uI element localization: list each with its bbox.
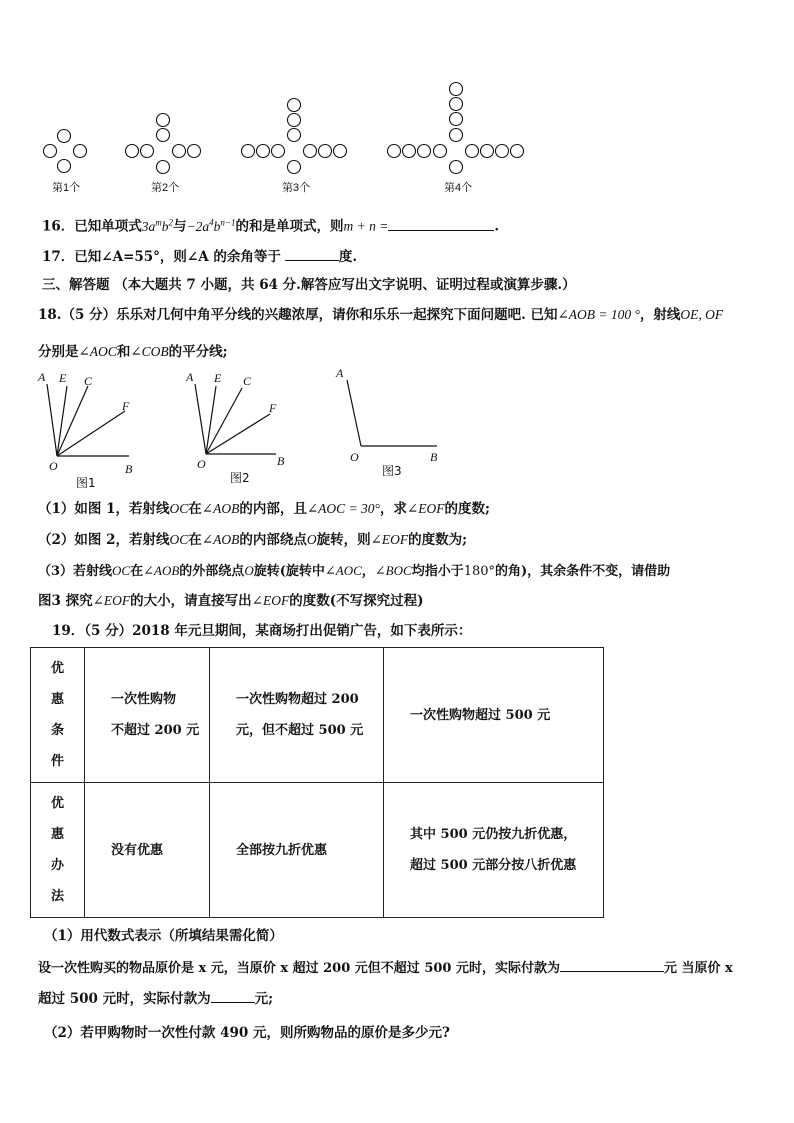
cell-condition-2: 一次性购物超过 200 元，但不超过 500 元 (210, 648, 384, 783)
row-header-methods: 优 惠 办 法 (31, 783, 85, 918)
cell-method-1: 没有优惠 (85, 783, 210, 918)
q16-tail: 的和是单项式，则 (235, 218, 344, 235)
cell-condition-1: 一次性购物 不超过 200 元 (85, 648, 210, 783)
q17-answer-blank[interactable] (285, 248, 339, 261)
pattern-caption-2: 第2个 (151, 182, 180, 194)
fig2-point-a: A (186, 370, 194, 384)
fig1-caption: 图1 (76, 476, 96, 490)
q19-blank-2[interactable] (211, 990, 255, 1003)
q17-text: 17．已知∠A=55°，则∠A 的余角等于 (42, 249, 281, 265)
pattern-2 (126, 114, 201, 174)
question-19-part1-line3: 超过 500 元时，实际付款为 元; (38, 991, 274, 1007)
fig1-point-b: B (125, 462, 133, 476)
fig2-point-e: E (214, 371, 222, 385)
pattern-3 (242, 99, 347, 174)
question-16 (42, 213, 499, 236)
q16-prefix: 16．已知单项式 (42, 218, 142, 235)
fig2-point-c: C (243, 374, 252, 388)
circle-pattern-figure (30, 78, 550, 178)
q16-mid: 与 (173, 218, 187, 235)
question-18-part3-line2: 图3 探究∠EOF的大小，请直接写出∠EOF的度数(不写探究过程) (38, 593, 424, 609)
question-18-line1: 18.（5 分）乐乐对几何中角平分线的兴趣浓厚，请你和乐乐一起探究下面问题吧. 已知∠AOB = 100 °，射线OE, OF (38, 307, 724, 323)
fig2-point-o: O (197, 457, 206, 471)
table-row-methods (31, 783, 604, 918)
q16-term1: $3a^mb^2$ (141, 217, 174, 234)
fig2-point-b: B (277, 454, 285, 468)
question-18-part2: （2）如图 2，若射线OC在∠AOB的内部绕点O旋转，则∠EOF的度数为; (38, 532, 468, 548)
question-19-intro: 19．（5 分）2018 年元旦期间，某商场打出促销广告，如下表所示： (52, 623, 472, 639)
q17-end: 度. (338, 249, 358, 265)
cell-method-3: 其中 500 元仍按九折优惠， 超过 500 元部分按八折优惠 (384, 783, 604, 918)
question-18-part1: （1）如图 1，若射线OC在∠AOB的内部，且∠AOC = 30°，求∠EOF的度数; (38, 501, 490, 517)
q16-answer-blank[interactable] (388, 218, 494, 231)
question-17 (42, 248, 357, 266)
fig1-point-f: F (122, 399, 130, 413)
fig1-point-c: C (84, 374, 93, 388)
fig3-point-a: A (336, 366, 344, 380)
fig2-caption: 图2 (230, 471, 250, 485)
fig3-point-o: O (350, 450, 359, 464)
question-19-part1-line2: 设一次性购买的物品原价是 x 元，当原价 x 超过 200 元但不超过 500 元时，实际付款为 元 当原价 x (38, 961, 733, 976)
pattern-caption-4: 第4个 (444, 182, 473, 194)
section-3-heading: 三、解答题 （本大题共 7 小题，共 64 分.解答应写出文字说明、证明过程或演算步骤.） (42, 277, 576, 293)
fig1-point-e: E (59, 371, 67, 385)
row-header-conditions: 优 惠 条 件 (31, 648, 85, 783)
pattern-caption-3: 第3个 (282, 182, 311, 194)
question-19-part1: （1）用代数式表示（所填结果需化简） (44, 928, 283, 944)
pattern-1 (44, 130, 87, 173)
fig2-point-f: F (269, 401, 277, 415)
q16-end: . (494, 218, 500, 235)
fig3-point-b: B (430, 450, 438, 464)
q16-expr: m + n = (343, 218, 389, 234)
fig1-point-o: O (49, 459, 58, 473)
q16-term2: $-2a^4b^{n-1}$ (186, 217, 236, 234)
promotion-table (30, 647, 604, 918)
fig3-caption: 图3 (382, 464, 402, 478)
cell-method-2: 全部按九折优惠 (210, 783, 384, 918)
cell-condition-3: 一次性购物超过 500 元 (384, 648, 604, 783)
q19-blank-1[interactable] (560, 959, 664, 972)
question-18-line2: 分别是∠AOC和∠COB的平分线; (38, 344, 228, 360)
fig1-point-a: A (38, 370, 46, 384)
question-19-part2: （2）若甲购物时一次性付款 490 元，则所购物品的原价是多少元? (44, 1025, 450, 1041)
question-18-part3: （3）若射线OC在∠AOB的外部绕点O旋转(旋转中∠AOC，∠BOC均指小于180°的角)，其余条件不变，请借助 (38, 563, 671, 579)
table-row-conditions (31, 648, 604, 783)
pattern-4 (388, 83, 524, 174)
pattern-caption-1: 第1个 (52, 182, 81, 194)
